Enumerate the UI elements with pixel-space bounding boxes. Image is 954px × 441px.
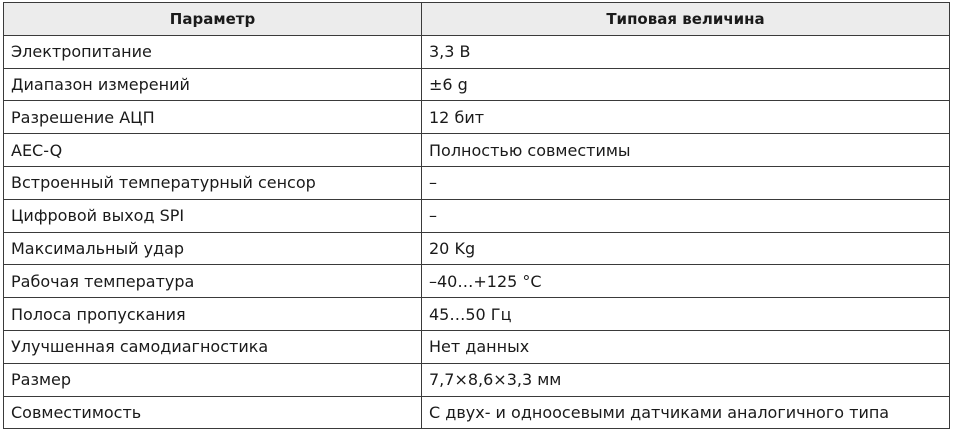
value-cell: Нет данных xyxy=(422,330,950,363)
parameter-cell: Совместимость xyxy=(4,396,422,429)
value-cell: –40…+125 °C xyxy=(422,265,950,298)
parameter-cell: Разрешение АЦП xyxy=(4,101,422,134)
table-header-row xyxy=(4,3,950,36)
value-cell: ±6 g xyxy=(422,68,950,101)
parameter-cell: Диапазон измерений xyxy=(4,68,422,101)
parameter-cell: Улучшенная самодиагностика xyxy=(4,330,422,363)
parameter-cell: Максимальный удар xyxy=(4,232,422,265)
value-cell: С двух- и одноосевыми датчиками аналогичного типа xyxy=(422,396,950,429)
table-row xyxy=(4,396,950,429)
table-row xyxy=(4,68,950,101)
table-row xyxy=(4,330,950,363)
value-cell: – xyxy=(422,199,950,232)
parameter-cell: AEC-Q xyxy=(4,134,422,167)
value-cell: 12 бит xyxy=(422,101,950,134)
table-row xyxy=(4,298,950,331)
value-cell: – xyxy=(422,166,950,199)
parameter-cell: Размер xyxy=(4,363,422,396)
table-row xyxy=(4,199,950,232)
table-row xyxy=(4,101,950,134)
parameter-cell: Встроенный температурный сенсор xyxy=(4,166,422,199)
table-row xyxy=(4,232,950,265)
header-typical-value: Типовая величина xyxy=(422,3,950,36)
spec-table xyxy=(3,2,950,429)
header-parameter: Параметр xyxy=(4,3,422,36)
value-cell: 20 Kg xyxy=(422,232,950,265)
value-cell: Полностью совместимы xyxy=(422,134,950,167)
table-row xyxy=(4,363,950,396)
value-cell: 3,3 В xyxy=(422,35,950,68)
parameter-cell: Электропитание xyxy=(4,35,422,68)
table-row xyxy=(4,35,950,68)
value-cell: 45…50 Гц xyxy=(422,298,950,331)
table-row xyxy=(4,134,950,167)
table-row xyxy=(4,166,950,199)
value-cell: 7,7×8,6×3,3 мм xyxy=(422,363,950,396)
table-row xyxy=(4,265,950,298)
parameter-cell: Полоса пропускания xyxy=(4,298,422,331)
parameter-cell: Рабочая температура xyxy=(4,265,422,298)
parameter-cell: Цифровой выход SPI xyxy=(4,199,422,232)
